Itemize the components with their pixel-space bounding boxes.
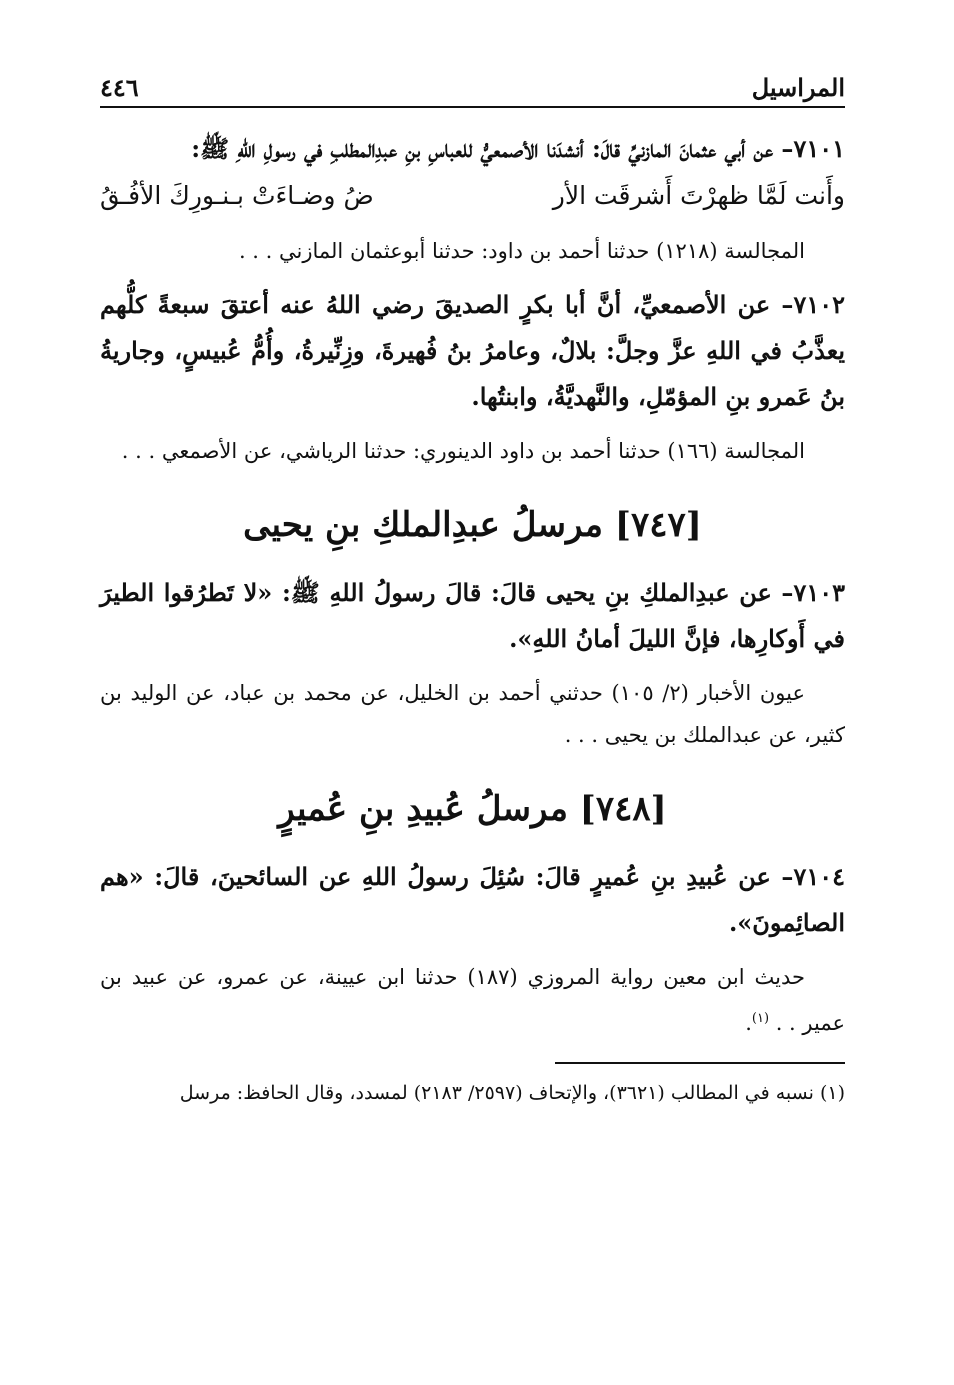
hadith-7104: ٧١٠٤– عن عُبيدِ بنِ عُميرٍ قالَ: سُئِلَ رسولُ اللهِ عن السائحينَ، قالَ: «هم الصائِمونَ».: [100, 862, 845, 937]
hadith-7102: ٧١٠٢– عن الأصمعيِّ، أنَّ أبا بكرٍ الصديقَ رضي اللهُ عنه أعتقَ سبعةً كلُّهم يعذَّبُ في اللهِ عزَّ وجلَّ: بلالٌ، وعامرُ بنُ فُهيرةَ، وزِنِّيرةُ، وأُمُّ عُبيسٍ، وجاريةُ بنُ عَمرو بنِ المؤمّلِ، والنَّهديَّةُ، وابنتُها.: [100, 290, 845, 411]
source-7104-end: .: [745, 1011, 752, 1035]
source-7104-text: حديث ابن معين رواية المروزي (١٨٧) حدثنا ابن عيينة، عن عمرو، عن عبيد بن عمير . .: [100, 965, 845, 1035]
footnote-1: (١) نسبه في المطالب (٣٦٢١)، والإتحاف (٢٥٩٧/ ٢١٨٣) لمسدد، وقال الحافظ: مرسل: [179, 1082, 845, 1104]
poem-verse: [100, 172, 845, 220]
poem-second-hemistich: ضُ وضـاءَتْ بـنـورِكَ الأفُـقُ: [100, 181, 374, 210]
source-7102: المجالسة (١٦٦) حدثنا أحمد بن داود الدينوري: حدثنا الرياشي، عن الأصمعي . . .: [121, 439, 805, 463]
hadith-7103: ٧١٠٣– عن عبدِالملكِ بنِ يحيى قالَ: قالَ رسولُ اللهِ ﷺ: «لا تَطرُقوا الطيرَ في أَوكارِها، فإنَّ الليلَ أمانُ اللهِ».: [100, 578, 845, 653]
page-number: ٤٤٦: [100, 73, 139, 102]
footnote-marker: (١): [751, 1011, 770, 1026]
page-header: [100, 62, 845, 108]
poem-first-hemistich: وأَنت لَمَّا ظهرْتَ أَشرقَت الأر: [552, 181, 845, 210]
hadith-7101: ٧١٠١– عن أبي عثمانَ المازنيِّ قالَ: أنشدَنا الأصمعيُّ للعباسِ بنِ عبدِالمطلبِ في رسولِ اللهِ ﷺ:: [191, 134, 845, 163]
source-7101: المجالسة (١٢١٨) حدثنا أحمد بن داود: حدثنا أبوعثمان المازني . . .: [238, 239, 805, 263]
chapter-title-748: [٧٤٨] مرسلُ عُبيدِ بنِ عُميرٍ: [278, 789, 667, 829]
chapter-title-747: [٧٤٧] مرسلُ عبدِالملكِ بنِ يحيى: [243, 505, 702, 545]
source-7103: عيون الأخبار (٢/ ١٠٥) حدثني أحمد بن الخليل، عن محمد بن عباد، عن الوليد بن كثير، عن عبدالملك بن يحيى . . .: [100, 681, 845, 747]
book-page: [100, 62, 845, 1352]
running-title: المراسيل: [751, 73, 845, 102]
source-7104: [100, 956, 845, 1044]
